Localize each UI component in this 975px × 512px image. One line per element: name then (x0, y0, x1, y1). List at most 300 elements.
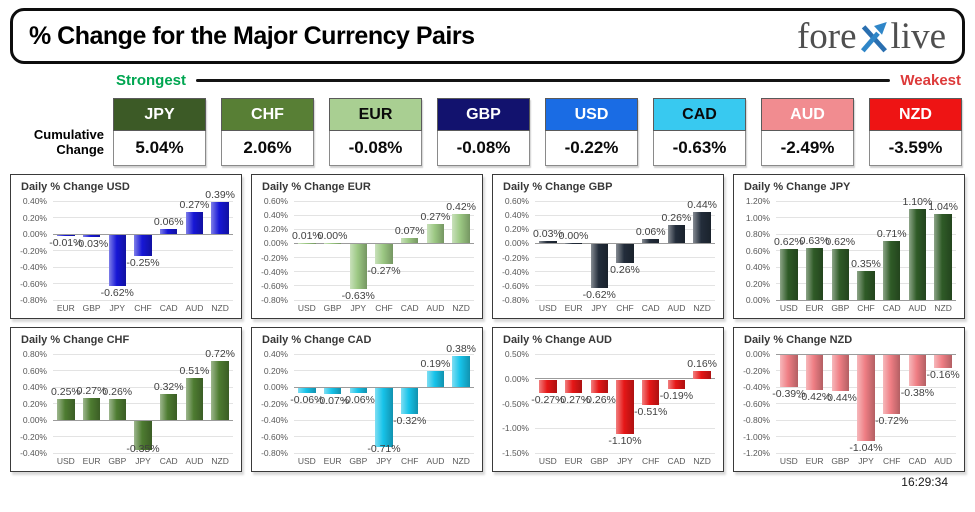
gridline (776, 250, 956, 251)
y-tick-label: 0.20% (504, 224, 529, 235)
x-category-label: JPY (376, 456, 392, 466)
y-tick-label: -0.40% (261, 415, 288, 425)
bar-value-label: 0.26% (661, 212, 692, 225)
chart-panel-gbp (492, 174, 724, 319)
chart-panel-cad (251, 327, 483, 472)
y-tick-label: 1.00% (745, 212, 770, 223)
x-axis-labels (53, 456, 233, 468)
y-tick-label: 0.00% (504, 238, 529, 249)
x-category-label: JPY (109, 303, 126, 313)
x-category-label: CAD (159, 303, 178, 313)
bar-cad (160, 394, 177, 420)
bar-value-label: -1.04% (849, 441, 883, 454)
cumulative-value: -0.63% (653, 131, 746, 166)
bar-value-label: 0.01% (291, 229, 322, 242)
forex-dashboard (0, 8, 975, 489)
bar-value-label: 0.62% (773, 235, 804, 248)
bar-value-label: 0.63% (799, 235, 830, 248)
x-category-label: EUR (564, 456, 583, 466)
bar-aud (934, 355, 951, 368)
x-category-label: AUD (185, 303, 204, 313)
bar-nzd (693, 212, 710, 243)
y-tick-label: 0.20% (745, 278, 770, 289)
forexlive-logo (797, 17, 946, 55)
bar-chf (134, 235, 151, 256)
y-tick-label: -0.40% (743, 382, 770, 392)
y-axis (11, 349, 49, 458)
x-category-label: JPY (135, 456, 151, 466)
currency-code-label: AUD (761, 98, 854, 131)
bar-nzd (934, 214, 951, 300)
bar-aud (427, 224, 444, 243)
x-category-label: GBP (108, 456, 127, 466)
bar-value-label: 0.71% (876, 228, 907, 241)
x-category-label: USD (297, 456, 316, 466)
x-category-label: CAD (908, 456, 927, 466)
y-tick-label: -0.40% (20, 262, 47, 272)
x-category-label: USD (297, 303, 316, 313)
bar-cad (401, 238, 418, 243)
currency-code-label: EUR (329, 98, 422, 131)
bar-eur (83, 398, 100, 420)
currency-code-label: CAD (653, 98, 746, 131)
bar-usd (539, 380, 556, 393)
cumulative-value: 5.04% (113, 131, 206, 166)
bar-value-label: 0.72% (205, 347, 236, 360)
bar-value-label: 0.32% (153, 380, 184, 393)
x-category-label: USD (779, 303, 798, 313)
currency-code-label: GBP (437, 98, 530, 131)
chart-panel-usd (10, 174, 242, 319)
cumulative-change-label: Cumulative Change (33, 126, 104, 158)
y-tick-label: -0.80% (261, 295, 288, 305)
bar-value-label: -0.32% (393, 415, 427, 428)
plot-area (531, 354, 718, 453)
bar-chf (883, 355, 900, 414)
bar-value-label: -0.39% (772, 388, 806, 401)
bar-value-label: 0.44% (687, 199, 718, 212)
bar-value-label: -0.38% (900, 387, 935, 400)
y-tick-label: -0.80% (261, 448, 288, 458)
strongest-label: Strongest (116, 71, 187, 89)
y-axis (734, 349, 772, 458)
plot-area (773, 196, 959, 300)
y-tick-label: 0.20% (22, 212, 47, 223)
bar-value-label: -0.01% (49, 236, 83, 249)
gridline (535, 453, 715, 454)
y-tick-label: 0.00% (504, 373, 529, 384)
x-axis-labels (535, 303, 715, 315)
x-category-label: GBP (349, 456, 368, 466)
x-axis-labels (294, 456, 474, 468)
cumulative-value: 2.06% (221, 131, 314, 166)
y-axis (11, 196, 49, 305)
bar-eur (565, 243, 582, 244)
logo-x-arrow-icon (858, 19, 890, 57)
bar-value-label: 0.27% (420, 211, 451, 224)
bar-value-label: 0.27% (179, 198, 210, 211)
bar-gbp (324, 243, 341, 244)
chart-title: Daily % Change JPY (744, 181, 851, 193)
y-tick-label: -1.50% (502, 448, 529, 458)
bar-value-label: -0.27% (556, 394, 591, 407)
x-category-label: GBP (323, 303, 342, 313)
cumulative-value: -3.59% (869, 131, 962, 166)
plot-area (291, 200, 477, 302)
bar-aud (909, 209, 926, 300)
y-tick-label: -0.60% (743, 398, 770, 409)
bar-value-label: 0.07% (394, 225, 425, 238)
x-category-label: AUD (426, 303, 445, 313)
bar-value-label: -0.35% (126, 443, 160, 455)
cumulative-value: -0.22% (545, 131, 638, 166)
x-axis-labels (294, 303, 474, 315)
cumulative-row (0, 90, 975, 170)
bar-value-label: -1.10% (608, 435, 642, 448)
y-tick-label: 0.00% (22, 415, 47, 425)
x-category-label: GBP (831, 303, 850, 313)
bar-gbp (591, 380, 608, 393)
x-category-label: USD (538, 456, 557, 466)
x-category-label: CHF (616, 303, 634, 313)
bar-aud (186, 378, 203, 420)
plot-area (50, 347, 236, 455)
bar-value-label: 1.10% (902, 196, 933, 209)
plot-area (49, 188, 236, 300)
y-tick-label: -0.60% (261, 280, 288, 291)
x-category-label: AUD (185, 456, 204, 466)
y-tick-label: -0.40% (261, 266, 288, 277)
y-tick-label: 0.00% (263, 382, 288, 392)
bar-chf (401, 388, 418, 414)
x-category-label: NZD (934, 303, 952, 313)
page-title: % Change for the Major Currency Pairs (29, 21, 475, 50)
x-category-label: AUD (426, 456, 445, 466)
x-category-label: CAD (159, 456, 178, 466)
cumulative-value: -2.49% (761, 131, 854, 166)
y-tick-label: 0.60% (504, 196, 529, 206)
bar-eur (565, 380, 582, 393)
bar-value-label: 0.16% (687, 357, 718, 370)
y-axis (734, 196, 772, 305)
y-tick-label: -0.40% (502, 266, 529, 277)
bar-value-label: 0.19% (420, 358, 451, 371)
bar-value-label: 1.04% (928, 201, 959, 214)
y-tick-label: -1.00% (502, 423, 529, 434)
x-category-label: CAD (400, 303, 419, 313)
x-category-label: CHF (400, 456, 419, 466)
bar-value-label: 0.00% (317, 230, 348, 243)
bar-nzd (452, 356, 469, 387)
x-category-label: NZD (452, 303, 470, 313)
x-category-label: NZD (211, 456, 229, 466)
y-tick-label: -0.20% (20, 431, 47, 442)
y-tick-label: -1.20% (743, 448, 770, 458)
currency-code-label: NZD (869, 98, 962, 131)
bar-value-label: 0.06% (153, 216, 184, 229)
gridline (294, 300, 474, 301)
gridline (53, 217, 233, 218)
bar-eur (806, 248, 823, 300)
y-axis (252, 196, 290, 305)
bar-value-label: -0.62% (582, 289, 616, 302)
y-tick-label: -0.20% (261, 398, 288, 409)
bar-gbp (83, 235, 100, 237)
y-tick-label: 1.20% (745, 196, 770, 206)
currency-box-gbp (437, 98, 530, 166)
y-tick-label: 0.80% (745, 229, 770, 239)
x-category-label: JPY (858, 456, 874, 466)
y-tick-label: 0.60% (263, 196, 288, 206)
bar-value-label: -0.71% (367, 443, 401, 455)
x-category-label: NZD (693, 303, 711, 313)
bar-value-label: -0.25% (126, 256, 160, 269)
bar-value-label: 0.27% (76, 384, 107, 397)
chart-title: Daily % Change AUD (503, 334, 613, 346)
bar-value-label: -0.06% (341, 393, 375, 406)
plot-area (772, 354, 960, 454)
charts-grid (0, 170, 975, 472)
y-tick-label: -0.80% (502, 295, 529, 305)
weakest-label: Weakest (900, 71, 961, 89)
bar-value-label: -0.16% (926, 369, 960, 382)
bar-chf (616, 244, 633, 262)
y-tick-label: -0.20% (261, 252, 288, 263)
chart-title: Daily % Change USD (21, 181, 130, 193)
y-tick-label: -0.50% (502, 398, 529, 409)
scale-line (196, 79, 890, 82)
bar-usd (298, 388, 315, 393)
x-category-label: JPY (591, 303, 608, 313)
x-axis-labels (53, 303, 233, 315)
x-category-label: CHF (882, 456, 901, 466)
y-tick-label: 0.00% (745, 349, 770, 359)
y-tick-label: 0.40% (504, 210, 529, 221)
currency-box-chf (221, 98, 314, 166)
bar-aud (427, 371, 444, 387)
bar-aud (186, 212, 203, 234)
x-category-label: EUR (805, 303, 824, 313)
cumulative-value: -0.08% (329, 131, 422, 166)
bar-nzd (693, 371, 710, 379)
title-bar (10, 8, 965, 64)
chart-title: Daily % Change CAD (262, 334, 372, 346)
x-axis-labels (776, 456, 956, 468)
currency-summary-boxes (113, 98, 962, 166)
y-tick-label: 0.40% (745, 262, 770, 272)
bar-value-label: -0.62% (100, 287, 134, 300)
bar-gbp (109, 399, 126, 420)
y-tick-label: 0.50% (504, 349, 529, 359)
currency-code-label: USD (545, 98, 638, 131)
bar-value-label: 0.26% (102, 385, 133, 398)
bar-eur (806, 355, 823, 390)
y-tick-label: 0.20% (263, 365, 288, 376)
y-tick-label: -0.80% (743, 415, 770, 425)
bar-value-label: -0.26% (582, 393, 616, 406)
y-tick-label: -0.20% (502, 252, 529, 263)
bar-value-label: 0.38% (446, 342, 477, 355)
y-tick-label: -0.60% (261, 431, 288, 442)
chart-title: Daily % Change EUR (262, 181, 371, 193)
x-category-label: GBP (82, 303, 101, 313)
chart-title: Daily % Change CHF (21, 334, 130, 346)
gridline (294, 285, 474, 286)
x-category-label: NZD (693, 456, 711, 466)
bar-value-label: -0.51% (634, 405, 668, 418)
y-tick-label: 0.80% (22, 349, 47, 359)
y-tick-label: -1.00% (743, 431, 770, 442)
bar-chf (857, 271, 874, 300)
timestamp: 16:29:34 (901, 475, 948, 489)
x-axis-labels (776, 303, 956, 315)
currency-box-nzd (869, 98, 962, 166)
plot-area (532, 199, 718, 302)
bar-value-label: 0.42% (446, 200, 477, 213)
x-category-label: GBP (590, 456, 609, 466)
x-category-label: EUR (323, 456, 342, 466)
currency-code-label: CHF (221, 98, 314, 131)
x-category-label: EUR (805, 456, 824, 466)
y-tick-label: -0.80% (20, 295, 47, 305)
bar-value-label: -0.27% (531, 394, 565, 407)
y-tick-label: 0.20% (22, 398, 47, 409)
x-category-label: CHF (641, 456, 660, 466)
gridline (535, 300, 715, 301)
x-category-label: EUR (564, 303, 583, 313)
x-category-label: CAD (882, 303, 901, 313)
bar-usd (57, 399, 74, 420)
x-category-label: GBP (831, 456, 850, 466)
y-tick-label: 0.00% (22, 229, 47, 239)
bar-cad (883, 241, 900, 300)
x-category-label: CHF (857, 303, 875, 313)
bar-value-label: -0.06% (290, 393, 324, 406)
x-axis-labels (535, 456, 715, 468)
bar-cad (160, 229, 177, 234)
bar-value-label: 0.51% (179, 364, 210, 377)
y-tick-label: -0.60% (502, 280, 529, 291)
cumulative-value: -0.08% (437, 131, 530, 166)
bar-chf (375, 244, 392, 263)
x-category-label: CHF (134, 303, 152, 313)
chart-panel-eur (251, 174, 483, 319)
y-tick-label: 0.60% (22, 365, 47, 376)
currency-box-cad (653, 98, 746, 166)
bar-usd (298, 243, 315, 244)
bar-value-label: -0.72% (875, 415, 909, 428)
chart-panel-aud (492, 327, 724, 472)
bar-usd (780, 249, 797, 300)
bar-value-label: 0.00% (558, 230, 589, 243)
x-category-label: AUD (908, 303, 927, 313)
bar-cad (642, 239, 659, 243)
x-category-label: NZD (452, 456, 470, 466)
y-tick-label: -0.20% (743, 365, 770, 376)
bar-aud (668, 225, 685, 243)
y-tick-label: 0.00% (263, 238, 288, 249)
bar-value-label: 0.25% (50, 386, 81, 399)
chart-title: Daily % Change NZD (744, 334, 853, 346)
bar-nzd (452, 214, 469, 244)
bar-gbp (832, 249, 849, 300)
bar-value-label: -0.27% (367, 264, 401, 277)
y-axis (493, 196, 531, 305)
chart-panel-nzd (733, 327, 965, 472)
bar-value-label: -0.63% (341, 289, 375, 302)
x-category-label: JPY (617, 456, 633, 466)
x-category-label: EUR (56, 303, 75, 313)
currency-box-aud (761, 98, 854, 166)
x-category-label: EUR (82, 456, 101, 466)
gridline (535, 285, 715, 286)
gridline (53, 300, 233, 301)
y-tick-label: 0.40% (22, 382, 47, 392)
bar-jpy (857, 355, 874, 441)
bar-value-label: 0.39% (205, 188, 236, 201)
y-tick-label: -0.20% (20, 245, 47, 256)
plot-area (290, 342, 477, 455)
y-tick-label: -0.40% (20, 448, 47, 458)
x-category-label: USD (538, 303, 557, 313)
x-category-label: CHF (375, 303, 393, 313)
x-category-label: USD (56, 456, 75, 466)
currency-box-jpy (113, 98, 206, 166)
bar-eur (324, 388, 341, 394)
bar-value-label: 0.35% (851, 258, 881, 271)
bar-value-label: -0.42% (797, 390, 832, 403)
chart-panel-jpy (733, 174, 965, 319)
x-category-label: AUD (934, 456, 953, 466)
y-tick-label: 0.60% (745, 245, 770, 256)
x-category-label: NZD (211, 303, 229, 313)
currency-box-usd (545, 98, 638, 166)
bar-nzd (211, 202, 228, 234)
bar-value-label: -0.07% (315, 394, 350, 407)
bar-value-label: 0.06% (635, 226, 666, 239)
logo-text-fore: fore (796, 15, 857, 57)
y-tick-label: 0.40% (22, 196, 47, 206)
bar-cad (668, 380, 685, 389)
logo-text-live: live (890, 15, 946, 57)
bar-value-label: -0.44% (823, 392, 857, 405)
gridline (535, 354, 715, 355)
x-category-label: USD (779, 456, 798, 466)
x-category-label: JPY (350, 303, 367, 313)
gridline (776, 217, 956, 218)
y-tick-label: 0.20% (263, 224, 288, 235)
x-category-label: CAD (667, 456, 686, 466)
bar-usd (780, 355, 797, 387)
bar-nzd (211, 361, 228, 420)
y-tick-label: -0.60% (20, 278, 47, 289)
x-category-label: CAD (641, 303, 660, 313)
bar-value-label: -0.03% (74, 238, 109, 251)
y-tick-label: 0.40% (263, 349, 288, 359)
bar-gbp (832, 355, 849, 391)
y-tick-label: 0.40% (263, 210, 288, 221)
bar-gbp (350, 388, 367, 393)
gridline (53, 403, 233, 404)
bar-value-label: 0.03% (532, 228, 563, 241)
chart-panel-chf (10, 327, 242, 472)
gridline (53, 283, 233, 284)
bar-value-label: 0.26% (610, 263, 640, 276)
currency-code-label: JPY (113, 98, 206, 131)
y-tick-label: 0.00% (745, 295, 770, 305)
chart-title: Daily % Change GBP (503, 181, 613, 193)
strength-scale (0, 64, 975, 90)
